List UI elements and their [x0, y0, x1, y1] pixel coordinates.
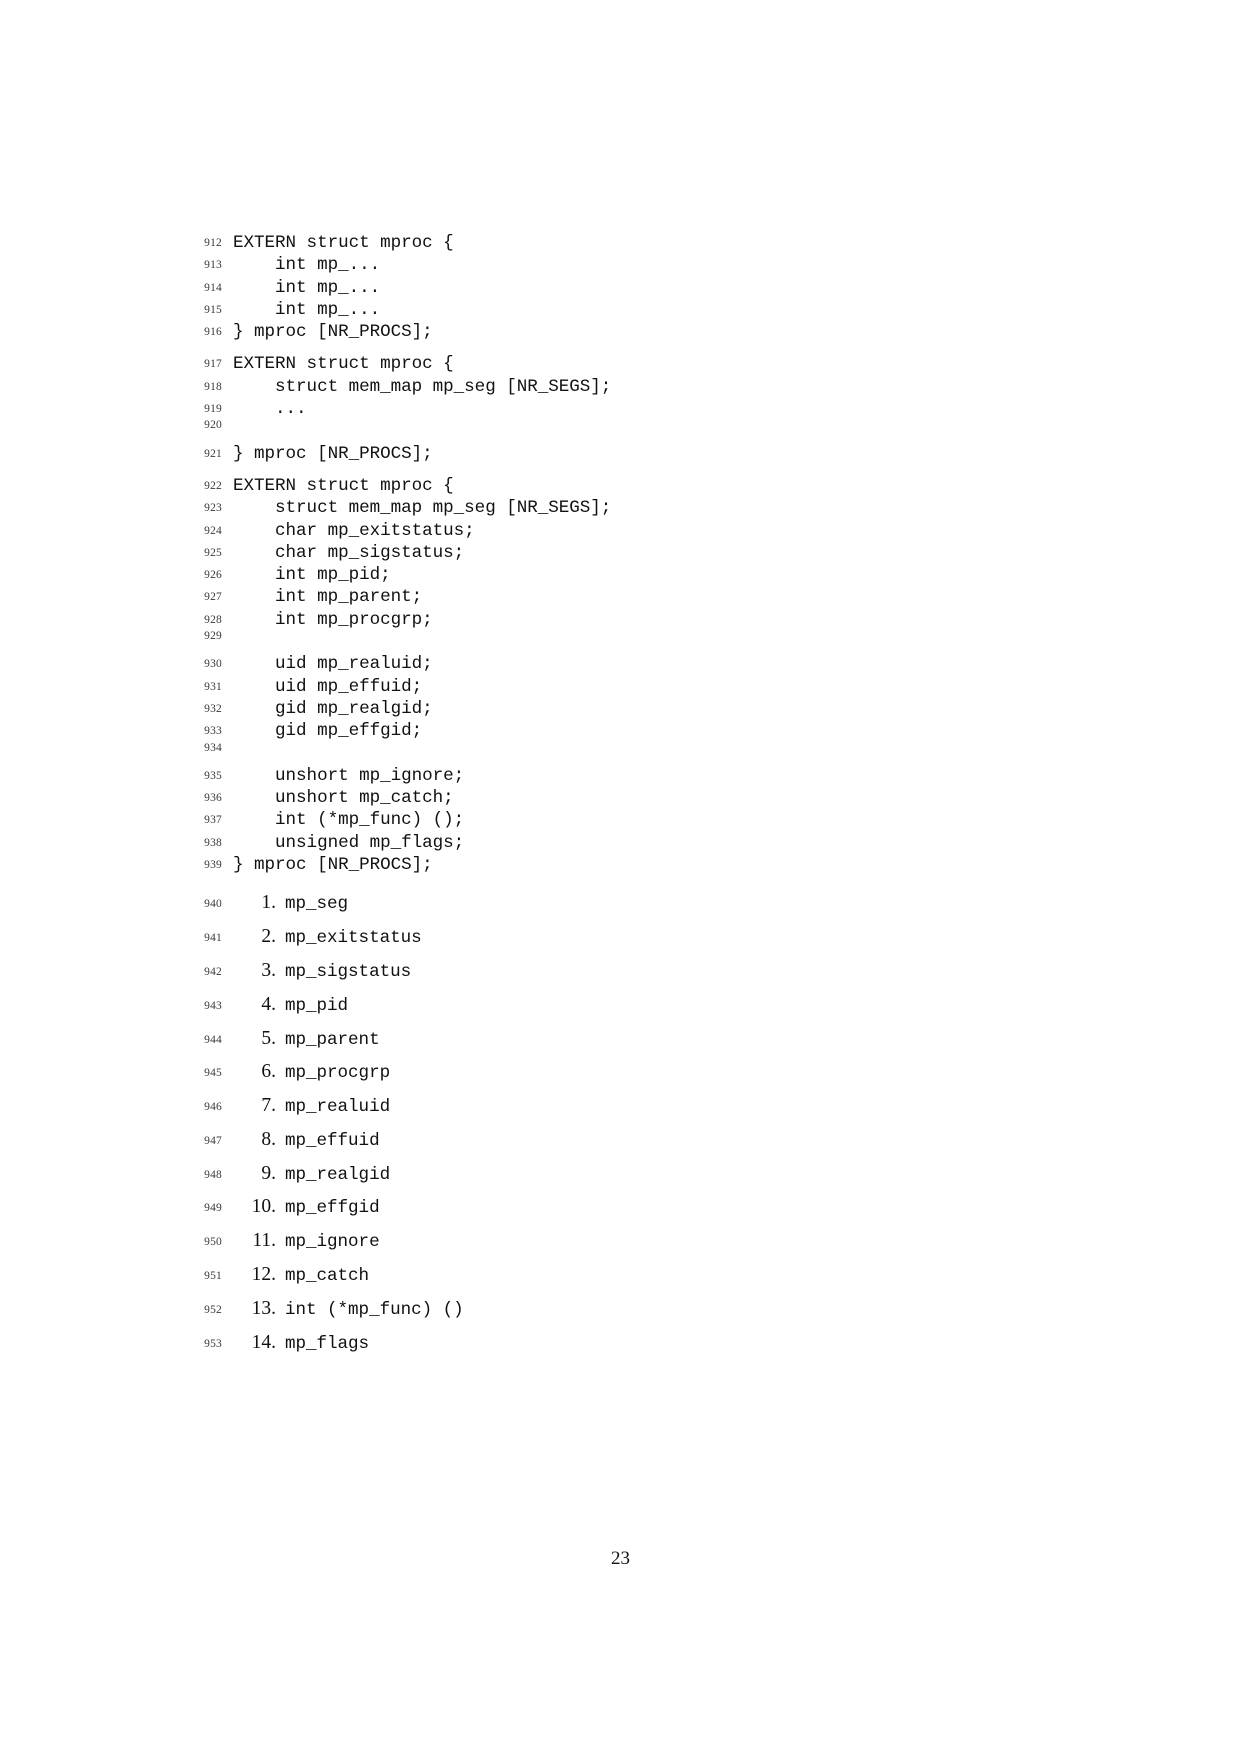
line-number: 947 [204, 1134, 222, 1147]
code-line [196, 698, 1076, 720]
line-number: 925 [204, 546, 222, 559]
list-item-body [233, 988, 348, 1024]
line-number: 919 [204, 403, 222, 416]
line-number: 940 [204, 898, 222, 911]
code-text: int mp_... [233, 255, 381, 276]
code-line [196, 765, 1076, 787]
code-line [196, 443, 1076, 465]
code-text: int mp_pid; [233, 565, 391, 586]
code-text: struct mem_map mp_seg [NR_SEGS]; [233, 376, 612, 397]
line-number: 941 [204, 932, 222, 945]
line-number: 933 [204, 725, 222, 738]
code-text: int mp_procgrp; [233, 609, 433, 630]
list-item-marker: 3. [261, 959, 276, 981]
code-text: gid mp_realgid; [233, 698, 433, 719]
list-item-marker: 7. [261, 1095, 276, 1117]
list-item-label: int (*mp_func) () [285, 1299, 464, 1320]
line-number: 953 [204, 1337, 222, 1350]
list-item [196, 1055, 1076, 1089]
list-item-label: mp_parent [285, 1029, 380, 1050]
line-number: 950 [204, 1236, 222, 1249]
list-item-marker: 4. [261, 993, 276, 1015]
list-item-marker: 10. [251, 1196, 276, 1218]
code-line [196, 743, 1076, 765]
line-number: 930 [204, 658, 222, 671]
code-text: } mproc [NR_PROCS]; [233, 855, 433, 876]
list-item-marker: 8. [261, 1128, 276, 1150]
list-item-label: mp_realgid [285, 1164, 391, 1185]
code-text: char mp_sigstatus; [233, 542, 465, 563]
code-text: uid mp_effuid; [233, 676, 423, 697]
list-item-body [233, 886, 348, 922]
code-text: struct mem_map mp_seg [NR_SEGS]; [233, 498, 612, 519]
line-number: 920 [204, 419, 222, 432]
line-number: 918 [204, 380, 222, 393]
code-listing [196, 232, 1076, 876]
code-line [196, 376, 1076, 398]
list-item [196, 1292, 1076, 1326]
list-item-body [233, 1224, 380, 1260]
line-number: 939 [204, 859, 222, 872]
code-text: ... [233, 399, 307, 420]
list-item-body [233, 1022, 380, 1058]
line-number: 938 [204, 836, 222, 849]
list-item-label: mp_seg [285, 894, 349, 915]
code-text: uid mp_realuid; [233, 654, 433, 675]
list-item-body [233, 1190, 380, 1226]
code-line [196, 854, 1076, 876]
code-line [196, 420, 1076, 442]
line-number: 937 [204, 814, 222, 827]
list-item-label: mp_exitstatus [285, 928, 422, 949]
code-text: } mproc [NR_PROCS]; [233, 322, 433, 343]
code-text: unshort mp_ignore; [233, 765, 465, 786]
code-line [196, 520, 1076, 542]
list-item [196, 1123, 1076, 1157]
list-item-label: mp_effgid [285, 1198, 380, 1219]
list-item-marker: 12. [251, 1264, 276, 1286]
line-number: 943 [204, 999, 222, 1012]
list-item-label: mp_ignore [285, 1232, 380, 1253]
line-number: 942 [204, 965, 222, 978]
code-line [196, 232, 1076, 254]
list-item-marker: 13. [251, 1297, 276, 1319]
line-number: 948 [204, 1168, 222, 1181]
list-item-body [233, 1326, 369, 1362]
code-line [196, 254, 1076, 276]
code-line [196, 353, 1076, 375]
list-item-marker: 6. [261, 1061, 276, 1083]
numbered-list [196, 886, 1076, 1359]
line-number: 912 [204, 237, 222, 249]
content-column [196, 232, 1076, 1359]
line-number: 932 [204, 702, 222, 715]
code-line [196, 586, 1076, 608]
line-number: 926 [204, 569, 222, 582]
line-number: 929 [204, 630, 222, 643]
line-number: 952 [204, 1303, 222, 1316]
code-text: EXTERN struct mproc { [233, 354, 454, 375]
list-item-label: mp_procgrp [285, 1063, 391, 1084]
line-number: 951 [204, 1270, 222, 1283]
list-item-body [233, 1089, 390, 1125]
code-text: int mp_... [233, 299, 381, 320]
line-number: 945 [204, 1067, 222, 1080]
code-line [196, 321, 1076, 343]
list-item [196, 1022, 1076, 1056]
page-number: 23 [611, 1548, 630, 1569]
list-item-body [233, 920, 422, 956]
line-number: 922 [204, 479, 222, 492]
list-item [196, 886, 1076, 920]
list-item-marker: 9. [261, 1162, 276, 1184]
code-text: EXTERN struct mproc { [233, 233, 454, 253]
line-number: 935 [204, 769, 222, 782]
list-item-label: mp_realuid [285, 1097, 391, 1118]
list-item-body [233, 1292, 464, 1328]
list-item-label: mp_catch [285, 1266, 370, 1287]
code-line [196, 542, 1076, 564]
list-item-body [233, 1123, 380, 1159]
line-number: 915 [204, 303, 222, 316]
list-item [196, 1326, 1076, 1360]
list-item [196, 1157, 1076, 1191]
line-number: 927 [204, 591, 222, 604]
list-item-label: mp_effuid [285, 1130, 380, 1151]
code-line [196, 787, 1076, 809]
list-item [196, 1190, 1076, 1224]
code-text: int mp_... [233, 277, 381, 298]
code-line [196, 564, 1076, 586]
list-item-marker: 11. [252, 1230, 276, 1252]
code-line [196, 475, 1076, 497]
list-item [196, 1258, 1076, 1292]
code-text: EXTERN struct mproc { [233, 475, 454, 496]
line-number: 944 [204, 1033, 222, 1046]
code-line [196, 299, 1076, 321]
code-line [196, 398, 1076, 420]
line-number: 924 [204, 524, 222, 537]
code-text: int mp_parent; [233, 587, 423, 608]
list-item-label: mp_flags [285, 1333, 370, 1354]
list-item-marker: 1. [261, 892, 276, 914]
code-line [196, 277, 1076, 299]
line-number: 931 [204, 680, 222, 693]
code-text: } mproc [NR_PROCS]; [233, 443, 433, 464]
code-line [196, 609, 1076, 631]
list-item [196, 988, 1076, 1022]
code-text: gid mp_effgid; [233, 721, 423, 742]
list-item-marker: 14. [251, 1331, 276, 1353]
list-item [196, 920, 1076, 954]
line-number: 916 [204, 326, 222, 339]
list-item-label: mp_sigstatus [285, 961, 412, 982]
list-item [196, 954, 1076, 988]
code-line [196, 653, 1076, 675]
code-line [196, 832, 1076, 854]
line-number: 928 [204, 613, 222, 626]
list-item-body [233, 1258, 369, 1294]
code-text: unsigned mp_flags; [233, 832, 465, 853]
code-text: int (*mp_func) (); [233, 810, 465, 831]
line-number: 934 [204, 741, 222, 754]
list-item-body [233, 954, 411, 990]
line-number: 936 [204, 792, 222, 805]
line-number: 949 [204, 1202, 222, 1215]
list-item [196, 1224, 1076, 1258]
list-item [196, 1089, 1076, 1123]
code-text: unshort mp_catch; [233, 788, 454, 809]
line-number: 923 [204, 502, 222, 515]
line-number: 913 [204, 259, 222, 272]
line-number: 921 [204, 447, 222, 460]
code-line [196, 809, 1076, 831]
list-item-body [233, 1055, 390, 1091]
list-item-label: mp_pid [285, 995, 349, 1016]
line-number: 914 [204, 281, 222, 294]
code-line [196, 631, 1076, 653]
code-line [196, 720, 1076, 742]
code-text: char mp_exitstatus; [233, 520, 475, 541]
list-item-body [233, 1157, 390, 1193]
list-item-marker: 5. [261, 1027, 276, 1049]
line-number: 917 [204, 358, 222, 371]
code-line [196, 676, 1076, 698]
line-number: 946 [204, 1101, 222, 1114]
code-line [196, 497, 1076, 519]
list-item-marker: 2. [261, 926, 276, 948]
